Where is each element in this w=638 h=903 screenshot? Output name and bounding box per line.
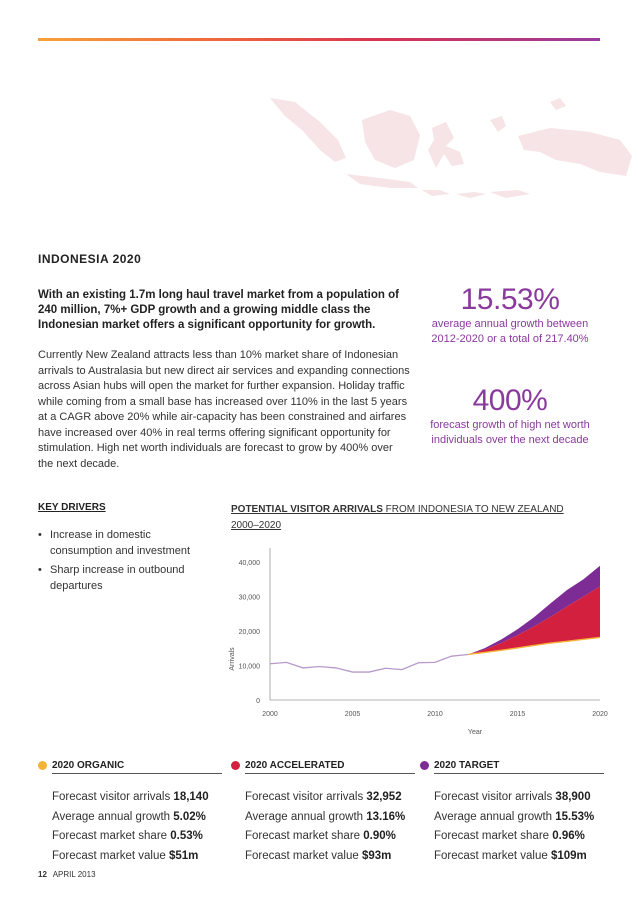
market-value-row [245,847,421,867]
market-share-row [434,827,610,847]
scenario-title: 2020 TARGET [434,760,500,771]
divider [434,773,604,774]
row-value: 0.90% [363,830,396,842]
page-footer [38,870,96,879]
target-dot-icon [420,761,429,770]
publication-date: APRIL 2013 [52,870,96,879]
row-value: $109m [550,849,587,862]
row-label: Forecast visitor arrivals [52,791,174,803]
divider [52,773,222,774]
list-item: • Sharp increase in outbound departures [38,563,213,594]
y-tick-label: 10,000 [238,663,260,671]
market-share-row [52,827,228,847]
stat-value: 15.53% [460,283,560,316]
y-tick-label: 0 [256,698,260,705]
row-label: Average annual growth [52,810,174,823]
y-tick-label: 40,000 [238,560,260,567]
row-label: Forecast market value [52,849,169,862]
annual-growth-row [245,808,421,828]
indonesia-map-graphic [250,80,638,250]
chart-title-rest: FROM INDONESIA TO NEW ZEALAND [382,504,564,515]
stat-description: forecast growth of high net worth individuals over the next decade [430,419,590,446]
row-value: 0.96% [552,830,585,842]
row-value: 32,952 [366,791,402,803]
key-drivers-list [38,528,213,598]
market-share-row [245,827,421,847]
row-value: 15.53% [555,810,595,823]
y-axis-label: Arrivals [229,647,236,671]
row-label: Forecast market value [434,849,551,862]
stat-value: 400% [472,384,548,417]
row-value: $51m [168,849,199,862]
chart-title [231,502,601,534]
stat-growth [420,283,600,347]
x-axis-label: Year [467,729,483,736]
scenario-title: 2020 ACCELERATED [245,760,345,771]
top-gradient-rule [38,38,600,41]
stat-description: average annual growth between 2012-2020 or a total of 217.40% [431,318,589,345]
history-line [270,654,468,672]
row-value: 38,900 [555,791,591,803]
body-paragraph: Currently New Zealand attracts less than 10% market share of Indonesian arrivals to Australasia but new direct air services and expanding connections across Asian hubs will open the market for further expansion. Holiday traffic while coming from a small base has increased over 110% in the last 5 years at a CAGR above 20% while air-capacity has been constrained and airfares have increased over 40% in real terms offering significant opportunity for stimulation. High net worth individuals are forecast to grow by 400% over the next decade. [38,349,410,470]
row-value: 13.16% [366,810,406,823]
divider [245,773,415,774]
market-value-row [52,847,228,867]
row-label: Forecast market value [245,849,362,862]
annual-growth-row [52,808,228,828]
chart-title-range: 2000–2020 [231,520,282,531]
row-label: Forecast visitor arrivals [245,791,367,803]
y-tick-label: 20,000 [238,629,260,636]
forecast-arrivals-row [434,788,610,808]
forecast-arrivals-row [52,788,228,808]
row-value: 18,140 [173,791,209,803]
x-tick-label: 2005 [344,711,361,718]
organic-dot-icon [38,761,47,770]
row-value: 5.02% [173,810,206,823]
market-value-row [434,847,610,867]
scenario-title: 2020 ORGANIC [52,760,125,771]
x-tick-label: 2020 [592,711,608,718]
x-tick-label: 2010 [427,711,443,718]
row-label: Forecast market share [52,830,171,842]
scenario-organic [38,758,228,866]
x-tick-label: 2000 [262,711,278,718]
key-drivers-title: KEY DRIVERS [38,502,106,513]
row-label: Forecast market share [434,830,553,842]
scenario-accelerated [231,758,421,866]
stat-hnw [420,384,600,448]
y-tick-label: 30,000 [238,594,260,602]
x-tick-label: 2015 [509,711,526,718]
annual-growth-row [434,808,610,828]
chart-title-bold: POTENTIAL VISITOR ARRIVALS [231,504,383,515]
scenario-target [420,758,610,866]
row-label: Average annual growth [245,810,367,823]
forecast-arrivals-row [245,788,421,808]
row-value: $93m [361,849,392,862]
row-value: 0.53% [170,830,203,842]
section-title: INDONESIA 2020 [38,252,142,266]
intro-paragraph: With an existing 1.7m long haul travel market from a population of 240 million, 7%+ GDP growth and a growing middle class the Indonesian market offers a significant opportunity for growth. [38,289,399,331]
arrivals-chart [222,540,612,745]
row-label: Average annual growth [434,810,556,823]
page-number: 12 [38,870,47,879]
row-label: Forecast market share [245,830,364,842]
list-item: • Increase in domestic consumption and investment [38,528,213,559]
row-label: Forecast visitor arrivals [434,791,556,803]
accelerated-dot-icon [231,761,240,770]
